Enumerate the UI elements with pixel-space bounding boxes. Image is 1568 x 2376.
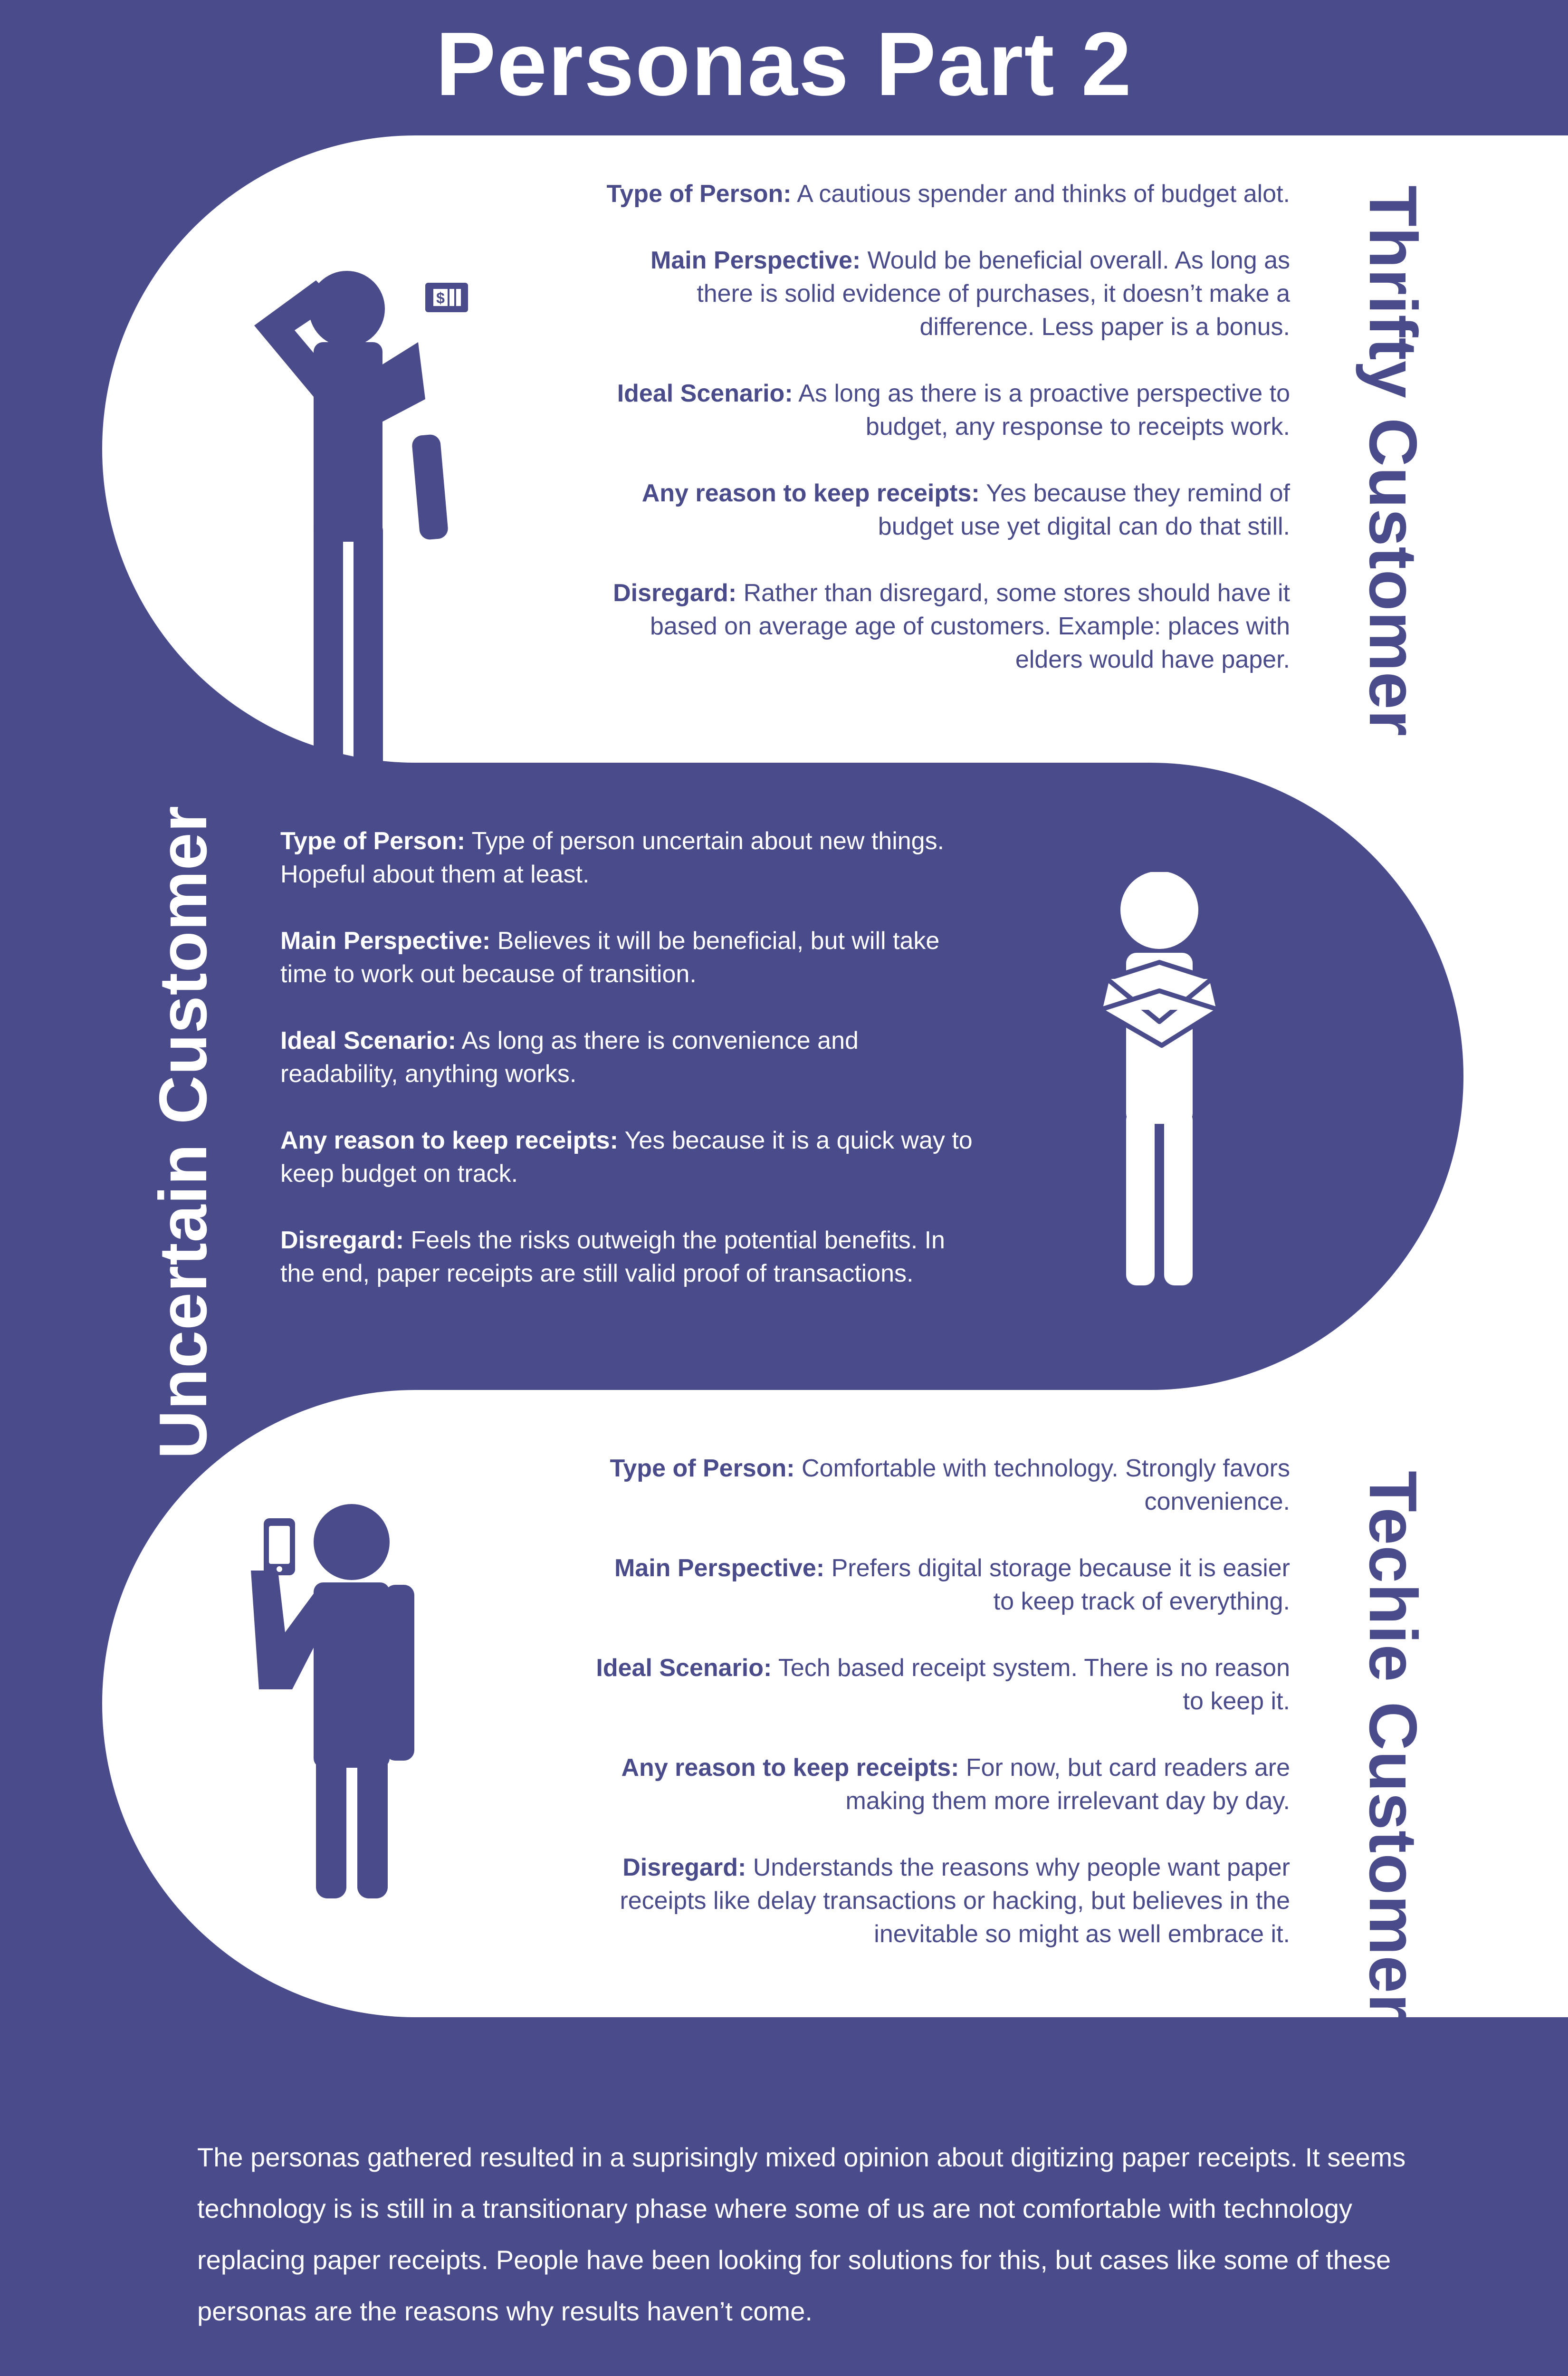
page-title: Personas Part 2 xyxy=(435,14,1133,115)
techie-details xyxy=(592,1452,1290,1951)
thrifty-details xyxy=(592,177,1290,676)
persona-techie-section xyxy=(0,1390,1568,2021)
person-arms-crossed-icon xyxy=(1088,872,1231,1290)
svg-text:$: $ xyxy=(436,289,445,307)
uncertain-reason-to-keep: Any reason to keep receipts: Yes because it is a quick way to keep budget on track. xyxy=(280,1127,973,1188)
person-holding-dollar-bill-icon xyxy=(238,254,485,791)
thrifty-disregard: Disregard: Rather than disregard, some stores should have it based on average age of customers. Example: places with elders would have paper. xyxy=(613,579,1290,673)
techie-ideal-scenario: Ideal Scenario: Tech based receipt system. There is no reason to keep it. xyxy=(596,1654,1290,1715)
thrifty-reason-to-keep: Any reason to keep receipts: Yes because they remind of budget use yet digital can do that still. xyxy=(641,479,1290,540)
techie-main-perspective: Main Perspective: Prefers digital storage because it is easier to keep track of everything. xyxy=(614,1554,1290,1615)
persona-uncertain-section xyxy=(0,763,1568,1459)
techie-customer-title: Techie Customer xyxy=(1355,1471,1431,2021)
techie-disregard: Disregard: Understands the reasons why people want paper receipts like delay transactions or hacking, but believes in the inevitable so might as well embrace it. xyxy=(620,1854,1290,1948)
techie-reason-to-keep: Any reason to keep receipts: For now, but card readers are making them more irrelevant day by day. xyxy=(621,1754,1290,1815)
uncertain-type-of-person: Type of Person: Type of person uncertain about new things. Hopeful about them at least. xyxy=(280,827,945,888)
uncertain-customer-title: Uncertain Customer xyxy=(145,805,221,1459)
person-holding-phone-icon xyxy=(247,1499,428,1903)
persona-thrifty-section xyxy=(0,135,1568,763)
uncertain-main-perspective: Main Perspective: Believes it will be beneficial, but will take time to work out because of transition. xyxy=(280,927,940,988)
uncertain-details xyxy=(280,824,979,1290)
uncertain-ideal-scenario: Ideal Scenario: As long as there is convenience and readability, anything works. xyxy=(280,1027,859,1088)
techie-type-of-person: Type of Person: Comfortable with technology. Strongly favors convenience. xyxy=(610,1455,1290,1515)
uncertain-disregard: Disregard: Feels the risks outweigh the potential benefits. In the end, paper receipts are still valid proof of transactions. xyxy=(280,1226,945,1287)
thrifty-ideal-scenario: Ideal Scenario: As long as there is a proactive perspective to budget, any response to receipts work. xyxy=(617,380,1290,441)
conclusion-paragraph: The personas gathered resulted in a suprisingly mixed opinion about digitizing paper receipts. It seems technology is is still in a transitionary phase where some of us are not comfortable with technology replacing paper receipts. People have been looking for solutions for this, but cases like some of these personas are the reasons why results haven’t come. xyxy=(197,2142,1406,2326)
thrifty-type-of-person: Type of Person: A cautious spender and thinks of budget alot. xyxy=(606,180,1290,208)
thrifty-customer-title: Thrifty Customer xyxy=(1355,185,1431,737)
thrifty-main-perspective: Main Perspective: Would be beneficial overall. As long as there is solid evidence of purchases, it doesn’t make a difference. Less paper is a bonus. xyxy=(650,247,1290,341)
